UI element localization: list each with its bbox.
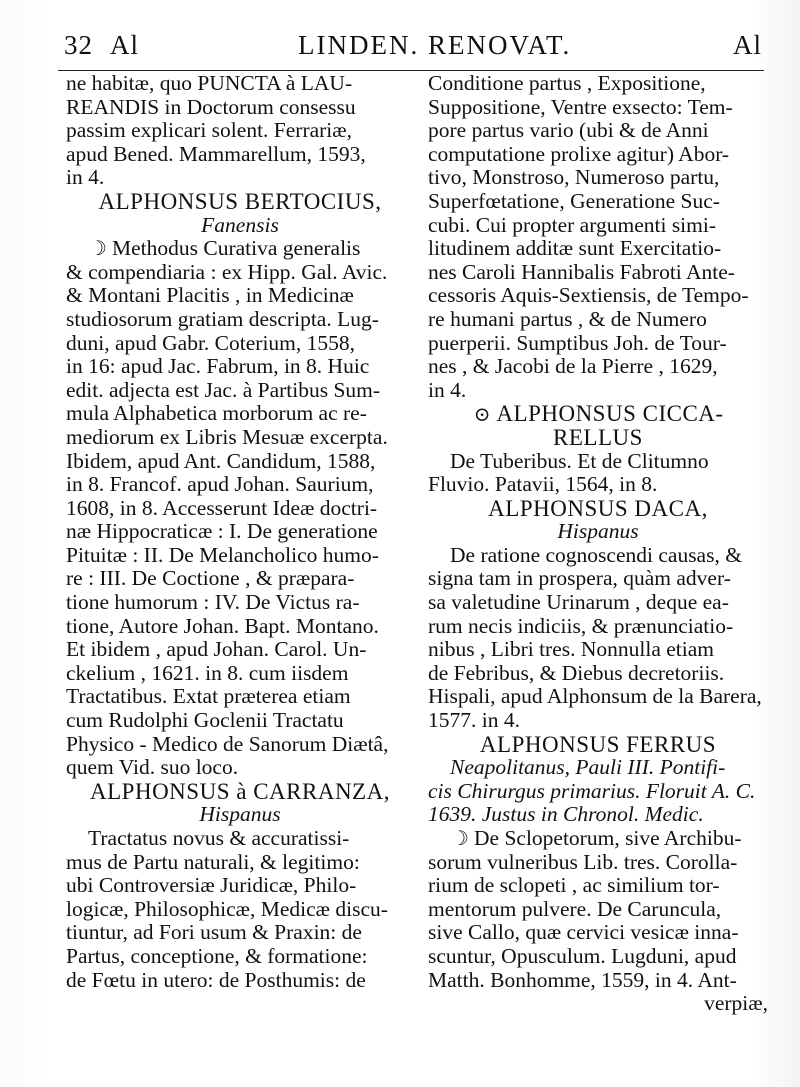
text-line [428, 615, 768, 639]
text-line [66, 261, 414, 285]
line-text: Fanensis [201, 212, 279, 237]
text-line [428, 709, 768, 733]
line-text: Tractatibus. Extat præterea etiam [66, 684, 351, 709]
text-line [428, 72, 768, 96]
text-line [428, 379, 768, 403]
line-text: Fluvio. Patavii, 1564, in 8. [428, 472, 658, 497]
line-text: Pituitæ : II. De Melancholico humo- [66, 542, 379, 567]
line-text: studiosorum gratiam descripta. Lug- [66, 306, 379, 331]
line-text: Conditione partus , Expositione, [428, 71, 706, 95]
line-text: ckelium , 1621. in 8. cum iisdem [66, 660, 349, 685]
line-text: re : III. De Coctione , & præpara- [66, 566, 355, 591]
line-text: in 4. [66, 165, 105, 190]
line-text: mentorum pulvere. De Caruncula, [428, 896, 722, 921]
line-text: cum Rudolphi Goclenii Tractatu [66, 708, 344, 733]
text-line [428, 332, 768, 356]
line-text: næ Hippocraticæ : I. De generatione [66, 519, 378, 544]
text-line [66, 96, 414, 120]
text-line [428, 874, 768, 898]
author-heading [428, 733, 768, 757]
text-line [66, 426, 414, 450]
line-text: nes , & Jacobi de la Pierre , 1629, [428, 354, 718, 379]
line-text: ne habitæ, quo PUNCTA à LAU- [66, 71, 353, 95]
line-text: ALPHONSUS FERRUS [479, 731, 717, 757]
line-text: in 4. [428, 377, 467, 402]
line-text: Suppositione, Ventre exsecto: Tem- [428, 94, 733, 119]
line-text: in 16: apud Jac. Fabrum, in 8. Huic [66, 354, 370, 379]
text-line [66, 450, 414, 474]
author-origin [66, 214, 414, 238]
text-line [66, 851, 414, 875]
line-text: De ratione cognoscendi causas, & [450, 542, 742, 567]
line-text: edit. adjecta est Jac. à Partibus Sum- [66, 377, 381, 402]
right-column [428, 72, 768, 1016]
line-text: 1639. Justus in Chronol. Medic. [428, 802, 704, 827]
text-line [428, 214, 768, 238]
circle-dot-mark-icon: ⊙ [473, 404, 492, 427]
line-text: sa valetudine Urinarum , deque ea- [428, 590, 729, 615]
text-line [428, 473, 768, 497]
line-text: Hispanus [199, 802, 281, 827]
line-text: ALPHONSUS BERTOCIUS, [98, 188, 382, 214]
text-line [66, 402, 414, 426]
line-text: quem Vid. suo loco. [66, 755, 239, 780]
text-line [66, 898, 414, 922]
line-text: & compendiaria : ex Hipp. Gal. Avic. [66, 259, 388, 284]
line-text: Superfœtatione, Generatione Suc- [428, 188, 720, 213]
text-line [66, 709, 414, 733]
page-number: 32 [64, 30, 93, 60]
text-line [66, 591, 414, 615]
text-line [66, 119, 414, 143]
line-text: 1577. in 4. [428, 708, 520, 733]
text-line [428, 898, 768, 922]
crescent-mark-icon: ☽ [451, 828, 469, 850]
header-title: LINDEN. RENOVAT. [298, 30, 572, 60]
author-heading [428, 426, 768, 450]
author-note [428, 756, 768, 780]
text-line [428, 945, 768, 969]
line-text: ALPHONSUS CICCA- [496, 401, 724, 427]
line-text: ALPHONSUS DACA, [488, 495, 708, 521]
line-text: pore partus vario (ubi & de Anni [428, 118, 709, 143]
text-line [428, 166, 768, 190]
entry-first-line [66, 237, 414, 261]
running-header [58, 30, 770, 70]
author-note [428, 803, 768, 827]
text-line [428, 685, 768, 709]
author-heading [428, 402, 768, 426]
author-heading [66, 780, 414, 804]
line-text: cessoris Aquis-Sextiensis, de Tempo- [428, 283, 749, 308]
text-line [428, 190, 768, 214]
line-text: cis Chirurgus primarius. Floruit A. C. [428, 778, 756, 803]
line-text: apud Bened. Mammarellum, 1593, [66, 141, 366, 166]
line-text: mediorum ex Libris Mesuæ excerpta. [66, 424, 388, 449]
text-line [66, 166, 414, 190]
line-text: mus de Partu naturali, & legitimo: [66, 849, 360, 874]
text-line [66, 921, 414, 945]
line-text: De Sclopetorum, sive Archibu- [474, 826, 742, 850]
line-text: scuntur, Opusculum. Lugduni, apud [428, 943, 737, 968]
text-line [66, 638, 414, 662]
text-line [428, 355, 768, 379]
text-line [66, 969, 414, 993]
author-heading [66, 190, 414, 214]
line-text: tiuntur, ad Fori usum & Praxin: de [66, 920, 362, 945]
author-heading [428, 497, 768, 521]
header-right-catchword: Al [733, 30, 762, 60]
text-line [66, 567, 414, 591]
text-line [428, 261, 768, 285]
line-text: nes Caroli Hannibalis Fabroti Ante- [428, 259, 735, 284]
line-text: de Febribus, & Diebus decretoriis. [428, 660, 725, 685]
text-line [428, 308, 768, 332]
line-text: in 8. Francof. apud Johan. Saurium, [66, 472, 374, 497]
line-text: & Montani Placitis , in Medicinæ [66, 283, 354, 308]
entry-first-line [428, 827, 768, 851]
line-text: sorum vulneribus Lib. tres. Corolla- [428, 849, 738, 874]
left-column [66, 72, 414, 992]
text-line [428, 119, 768, 143]
text-line [66, 615, 414, 639]
line-text: ALPHONSUS à CARRANZA, [90, 778, 390, 804]
line-text: re humani partus , & de Numero [428, 306, 707, 331]
line-text: passim explicari solent. Ferrariæ, [66, 118, 352, 143]
line-text: Methodus Curativa generalis [112, 236, 361, 261]
entry-first-line [428, 544, 768, 568]
author-origin [428, 520, 768, 544]
text-line [428, 591, 768, 615]
text-line [66, 497, 414, 521]
text-line [66, 520, 414, 544]
line-text: duni, apud Gabr. Coterium, 1558, [66, 330, 356, 355]
text-line [428, 851, 768, 875]
line-text: signa tam in prospera, quàm adver- [428, 566, 731, 591]
line-text: nibus , Libri tres. Nonnulla etiam [428, 637, 715, 662]
text-line [66, 945, 414, 969]
line-text: ubi Controversiæ Juridicæ, Philo- [66, 873, 357, 898]
text-line [428, 921, 768, 945]
text-line [66, 379, 414, 403]
entry-first-line [428, 450, 768, 474]
crescent-mark-icon: ☽ [89, 238, 107, 261]
text-line [66, 685, 414, 709]
line-text: rum necis indiciis, & prænunciatio- [428, 613, 734, 638]
line-text: Physico - Medico de Sanorum Diætâ, [66, 731, 389, 756]
line-text: litudinem additæ sunt Exercitatio- [428, 236, 722, 261]
text-line [66, 874, 414, 898]
line-text: Hispanus [557, 519, 639, 544]
line-text: Partus, conceptione, & formatione: [66, 943, 368, 968]
entry-first-line [66, 827, 414, 851]
text-line [66, 733, 414, 757]
line-text: REANDIS in Doctorum consessu [66, 94, 356, 119]
line-text: logicæ, Philosophicæ, Medicæ discu- [66, 896, 388, 921]
line-text: Et ibidem , apud Johan. Carol. Un- [66, 637, 367, 662]
text-line [66, 662, 414, 686]
text-line [428, 969, 768, 993]
text-line [428, 638, 768, 662]
line-text: Neapolitanus, Pauli III. Pontifi- [450, 755, 726, 780]
line-text: Tractatus novus & accuratissi- [88, 826, 350, 850]
text-line [66, 355, 414, 379]
line-text: tivo, Monstroso, Numeroso partu, [428, 165, 720, 190]
line-text: mula Alphabetica morborum ac re- [66, 401, 367, 426]
line-text: De Tuberibus. Et de Clitumno [450, 448, 709, 473]
line-text: 1608, in 8. Accesserunt Ideæ doctri- [66, 495, 378, 520]
text-line [66, 544, 414, 568]
author-origin [66, 803, 414, 827]
catchword [428, 992, 768, 1016]
text-line [428, 237, 768, 261]
text-line [66, 308, 414, 332]
header-left-catchword: Al [110, 30, 139, 60]
line-text: computatione prolixe agitur) Abor- [428, 141, 730, 166]
text-line [66, 72, 414, 96]
author-note [428, 780, 768, 804]
line-text: Hispali, apud Alphonsum de la Barera, [428, 684, 762, 709]
line-text: Ibidem, apud Ant. Candidum, 1588, [66, 448, 376, 473]
line-text: tione, Autore Johan. Bapt. Montano. [66, 613, 379, 638]
line-text: sive Callo, quæ cervici vesicæ inna- [428, 920, 739, 945]
text-line [66, 143, 414, 167]
line-text: cubi. Cui propter argumenti simi- [428, 212, 717, 237]
line-text: tione humorum : IV. De Victus ra- [66, 590, 360, 615]
line-text: Matth. Bonhomme, 1559, in 4. Ant- [428, 967, 737, 992]
line-text: verpiæ, [704, 991, 768, 1016]
line-text: puerperii. Sumptibus Joh. de Tour- [428, 330, 727, 355]
text-line [428, 662, 768, 686]
text-line [66, 473, 414, 497]
line-text: RELLUS [553, 424, 643, 450]
text-line [428, 284, 768, 308]
line-text: rium de sclopeti , ac similium tor- [428, 873, 720, 898]
text-line [428, 96, 768, 120]
text-line [428, 567, 768, 591]
text-line [66, 284, 414, 308]
text-line [66, 756, 414, 780]
text-line [428, 143, 768, 167]
line-text: de Fœtu in utero: de Posthumis: de [66, 967, 366, 992]
text-line [66, 332, 414, 356]
